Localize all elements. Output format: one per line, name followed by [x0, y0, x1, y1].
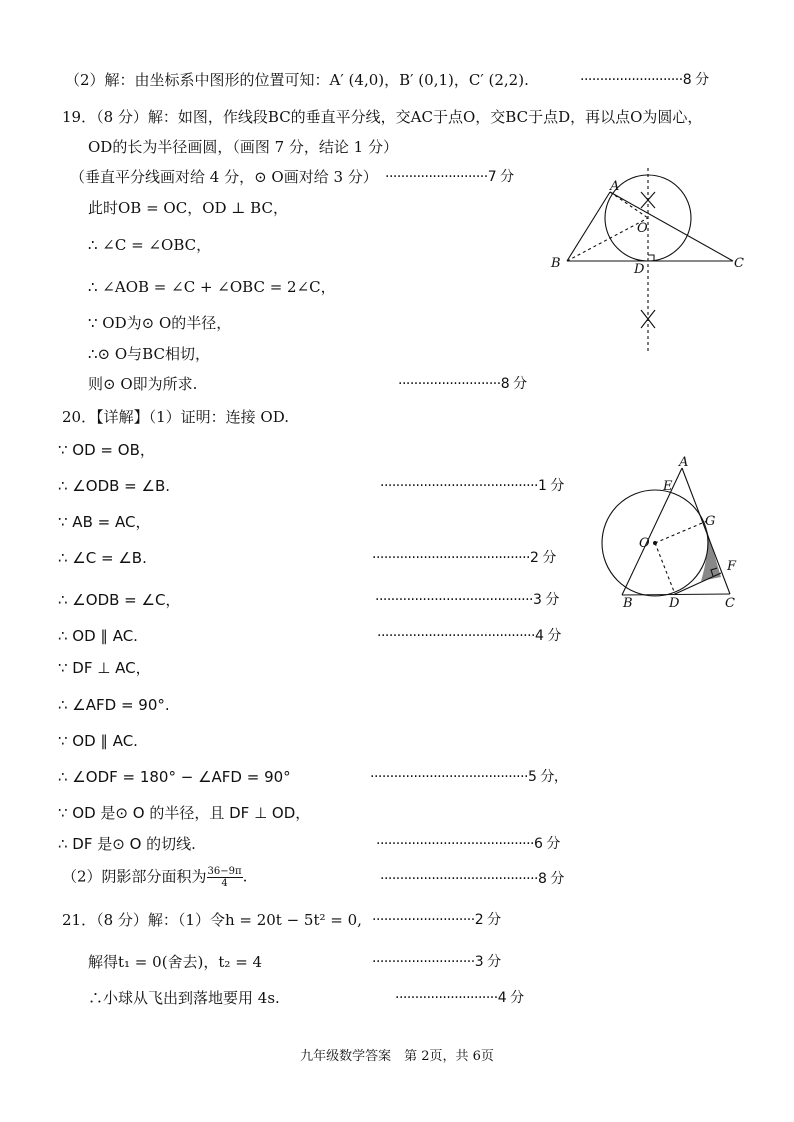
q20-step-12: ∴ DF 是⊙ O 的切线.: [58, 835, 196, 853]
q20-part-2-end: .: [242, 867, 248, 886]
figure-q20: [595, 455, 755, 615]
label-f: F: [727, 559, 737, 574]
q19-line-2: OD的长为半径画圆，（画图 7 分，结论 1 分）: [88, 138, 398, 156]
label-d: D: [669, 596, 680, 611]
segment-og: [655, 521, 707, 543]
segment-df: [675, 573, 721, 594]
q19-step-6: 则⊙ O即为所求.: [88, 375, 198, 393]
page-footer: 九年级数学答案 第 2页，共 6页: [300, 1049, 494, 1064]
label-c: C: [725, 596, 735, 611]
label-o: O: [637, 221, 648, 236]
fraction-denominator: 4: [221, 878, 228, 889]
segment-bc: [622, 594, 730, 595]
segment-ab: [622, 468, 682, 595]
score-dots: ··························8 分: [398, 376, 527, 392]
label-a: A: [610, 179, 620, 194]
q19-heading: 19．（8 分）解：如图，作线段BC的垂直平分线，交AC于点O，交BC于点D，再以点O为圆心，: [62, 108, 703, 126]
score-dots: ··························2 分: [372, 912, 501, 928]
score-dots: ········································2 分: [372, 550, 556, 566]
q19-line-3: （垂直平分线画对给 4 分，⊙ O画对给 3 分）: [70, 168, 378, 186]
segment-od: [655, 543, 675, 594]
score-dots: ········································3 分: [375, 592, 559, 608]
score-dots: ········································4 分: [377, 628, 561, 644]
label-g: G: [705, 514, 716, 529]
q20-step-1: ∵ OD = OB，: [58, 441, 155, 459]
q19-step-1: 此时OB = OC，OD ⊥ BC，: [88, 199, 288, 217]
q19-step-5: ∴⊙ O与BC相切，: [88, 345, 210, 363]
q20-step-5: ∴ ∠ODB = ∠C，: [58, 591, 181, 609]
label-o: O: [639, 536, 650, 551]
center-point: [653, 541, 657, 545]
score-dots: ········································5 分，: [370, 769, 568, 785]
score-dots: ··························7 分: [385, 169, 514, 185]
score-dots: ··························8 分: [580, 72, 709, 88]
answer-line-18-2: （2）解：由坐标系中图形的位置可知：A′ (4,0)，B′ (0,1)，C′ (2,2).: [65, 71, 529, 89]
label-b: B: [551, 256, 561, 271]
label-c: C: [734, 256, 744, 271]
label-d: D: [634, 262, 645, 277]
segment-ac: [610, 192, 733, 261]
score-dots: ··························3 分: [372, 954, 501, 970]
shaded-region: [701, 530, 721, 581]
q20-step-7: ∵ DF ⊥ AC，: [58, 659, 151, 677]
segment-ab: [567, 192, 610, 261]
q20-part-2: [62, 866, 247, 889]
q20-part-2-text: （2）阴影部分面积为: [62, 867, 207, 886]
figure-q19: [548, 160, 748, 360]
q20-step-2: ∴ ∠ODB = ∠B.: [58, 477, 171, 495]
q20-step-11: ∵ OD 是⊙ O 的半径，且 DF ⊥ OD，: [58, 804, 311, 822]
q20-step-6: ∴ OD ∥ AC.: [58, 627, 138, 645]
label-a: A: [679, 455, 689, 470]
q19-step-4: ∵ OD为⊙ O的半径，: [88, 314, 232, 332]
shaded-area-fraction: [207, 866, 243, 889]
q20-step-9: ∵ OD ∥ AC.: [58, 732, 138, 750]
score-dots: ··························4 分: [395, 990, 524, 1006]
segment-ao: [610, 192, 648, 218]
q20-step-10: ∴ ∠ODF = 180° − ∠AFD = 90°: [58, 768, 291, 786]
q20-step-3: ∵ AB = AC，: [58, 513, 151, 531]
q20-heading: 20．【详解】（1）证明：连接 OD.: [62, 408, 289, 426]
q21-step-1: 解得t₁ = 0(舍去)，t₂ = 4: [88, 953, 263, 971]
q19-step-2: ∴ ∠C = ∠OBC，: [88, 236, 212, 254]
score-dots: ········································6 分: [376, 836, 560, 852]
score-dots: ········································8 分: [380, 871, 564, 887]
score-dots: ········································1 分: [380, 478, 564, 494]
label-e: E: [663, 479, 673, 494]
q21-step-2: ∴小球从飞出到落地要用 4s.: [88, 989, 280, 1007]
q21-heading: 21．（8 分）解：（1）令h = 20t − 5t² = 0,: [62, 911, 362, 929]
q20-step-4: ∴ ∠C = ∠B.: [58, 549, 147, 567]
right-angle-mark: [648, 255, 654, 261]
q20-step-8: ∴ ∠AFD = 90°.: [58, 696, 170, 714]
segment-bo: [567, 218, 648, 261]
fraction-numerator: 36−9π: [207, 866, 242, 877]
label-b: B: [623, 596, 633, 611]
q19-step-3: ∴ ∠AOB = ∠C + ∠OBC = 2∠C，: [88, 278, 336, 296]
